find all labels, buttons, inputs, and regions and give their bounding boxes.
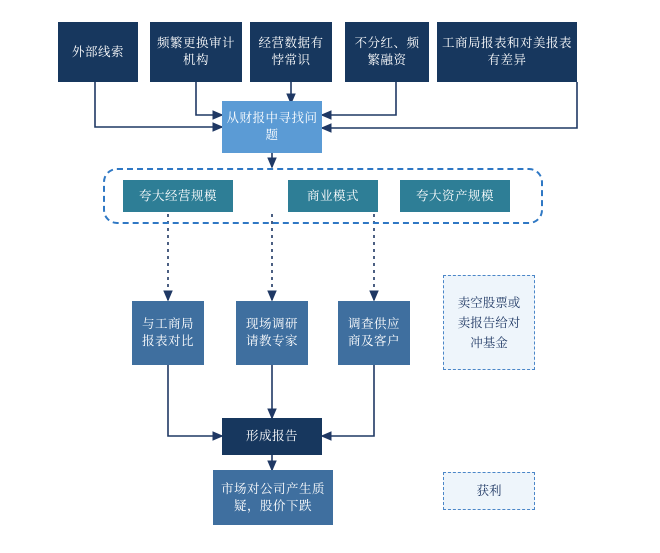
node-report-difference[interactable] [437,22,577,82]
node-frequent-auditor-change[interactable] [150,22,242,82]
node-label: 商业模式 [306,188,359,203]
note-label: 卖空股票或卖报告给对冲基金 [457,295,521,350]
node-external-clue[interactable] [58,22,138,82]
node-label: 市场对公司产生质疑，股价下跌 [220,481,325,513]
node-overstate-operations[interactable] [123,180,233,212]
node-label: 外部线索 [71,44,124,59]
note-profit[interactable] [443,472,535,510]
node-label: 与工商局报表对比 [141,317,194,348]
node-label: 频繁更换审计机构 [156,36,235,67]
node-label: 夸大经营规模 [138,188,217,203]
node-market-doubts[interactable] [213,470,333,525]
node-no-dividend-financing[interactable] [345,22,429,82]
node-label: 夸大资产规模 [415,188,494,203]
node-overstate-assets[interactable] [400,180,510,212]
node-find-problems-in-financials[interactable] [222,101,322,153]
node-label: 不分红、频繁融资 [354,36,420,67]
node-label: 形成报告 [245,429,298,443]
node-field-research[interactable] [236,301,308,365]
node-form-report[interactable] [222,418,322,455]
node-label: 经营数据有悖常识 [258,36,324,67]
note-short-sell[interactable] [443,275,535,370]
node-label: 现场调研请教专家 [245,317,298,348]
note-label: 获利 [476,484,502,498]
node-compare-with-sair[interactable] [132,301,204,365]
node-investigate-suppliers[interactable] [338,301,410,365]
node-business-model[interactable] [288,180,378,212]
node-label: 从财报中寻找问题 [226,111,318,142]
node-label: 工商局报表和对美报表有差异 [441,36,572,67]
node-operating-data[interactable] [250,22,332,82]
node-label: 调查供应商及客户 [347,317,400,348]
